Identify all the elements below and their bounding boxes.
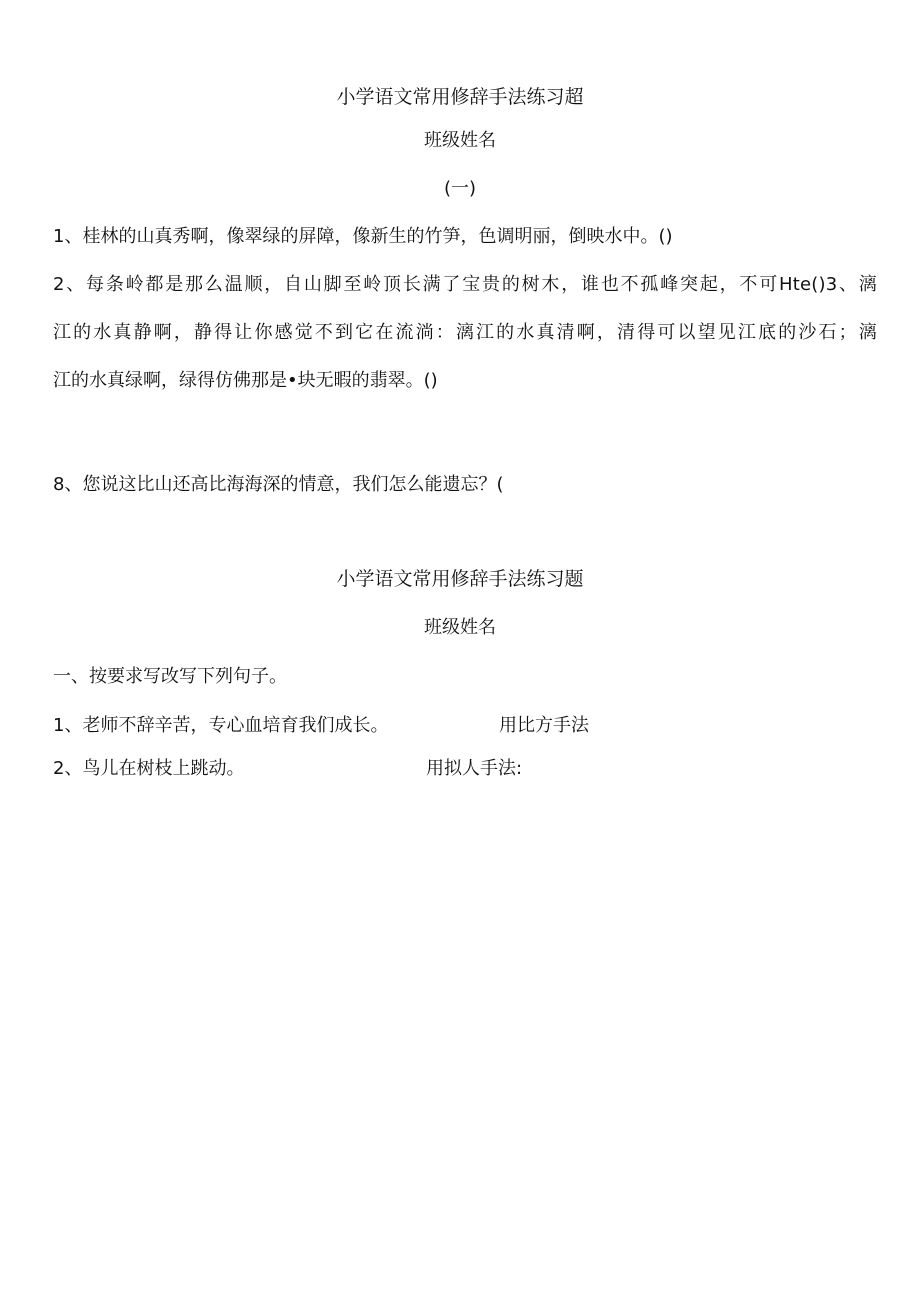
section2-class-name: 班级姓名 xyxy=(424,617,496,638)
section1-part-label: (一) xyxy=(443,178,477,199)
section2-title: 小学语文常用修辞手法练习题 xyxy=(336,568,584,590)
question-8: 8、您说这比山还高比海海深的情意，我们怎么能遗忘？( xyxy=(53,474,504,495)
rewrite-item-2-sentence: 2、鸟儿在树枝上跳动。 xyxy=(53,758,245,779)
question-1: 1、桂林的山真秀啊，像翠绿的屏障，像新生的竹笋，色调明丽，倒映水中。() xyxy=(53,226,673,247)
section1-title: 小学语文常用修辞手法练习超 xyxy=(336,86,584,108)
rewrite-item-1-method: 用比方手法 xyxy=(499,715,589,736)
question-2-line-2: 江的水真静啊，静得让你感觉不到它在流淌：漓江的水真清啊，清得可以望见江底的沙石；漓 xyxy=(53,322,877,343)
question-2-line-3: 江的水真绿啊，绿得仿佛那是•块无暇的翡翠。() xyxy=(53,370,438,391)
question-2-line-1: 2、每条岭都是那么温顺，自山脚至岭顶长满了宝贵的树木，谁也不孤峰突起，不可Hte()3、漓 xyxy=(53,274,877,295)
rewrite-item-2-method: 用拟人手法: xyxy=(426,758,523,779)
section2-instruction: 一、按要求写改写下列句子。 xyxy=(53,666,287,687)
rewrite-item-1-sentence: 1、老师不辞辛苦，专心血培育我们成长。 xyxy=(53,715,389,736)
section1-class-name: 班级姓名 xyxy=(424,130,496,151)
